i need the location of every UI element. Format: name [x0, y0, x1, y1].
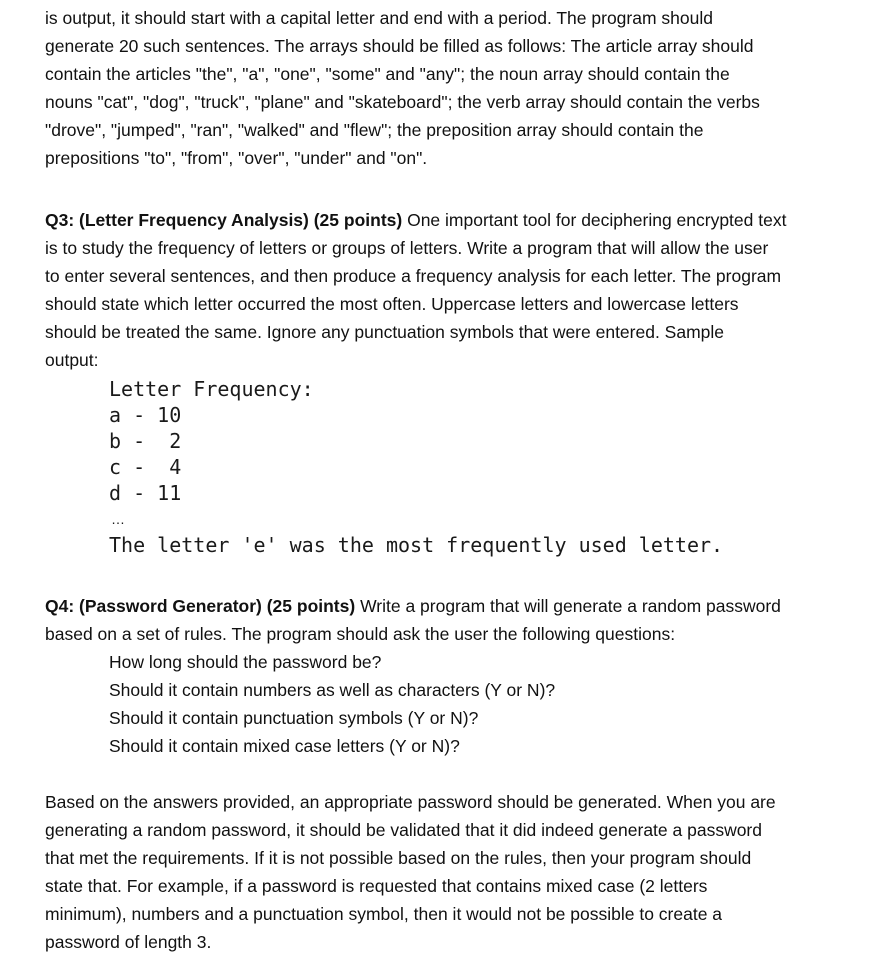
q3-first-line — [45, 206, 875, 234]
q4-closing-line: generating a random password, it should be validated that it did indeed generate a password — [45, 820, 762, 840]
q4-heading: Q4: (Password Generator) (25 points) — [45, 596, 356, 616]
frequency-row: d - 11 — [109, 481, 182, 505]
sample-output — [109, 376, 875, 558]
intro-line: contain the articles "the", "a", "one", "some" and "any"; the noun array should contain the — [45, 64, 730, 84]
frequency-row: a - 10 — [109, 403, 182, 427]
q3-line: is to study the frequency of letters or groups of letters. Write a program that will allow the user — [45, 238, 769, 258]
q3-heading: Q3: (Letter Frequency Analysis) (25 points) — [45, 210, 403, 230]
frequency-row: b - 2 — [109, 429, 182, 453]
sample-output-header: Letter Frequency: — [109, 377, 314, 401]
intro-line: "drove", "jumped", "ran", "walked" and "flew"; the preposition array should contain the — [45, 120, 704, 140]
q3-first-line-text: One important tool for deciphering encrypted text — [402, 210, 787, 230]
q4-closing-line: state that. For example, if a password is requested that contains mixed case (2 letters — [45, 876, 708, 896]
q4-first-line-text: Write a program that will generate a random password — [355, 596, 781, 616]
q4-closing-line: Based on the answers provided, an appropriate password should be generated. When you are — [45, 792, 776, 812]
sample-ellipsis: … — [111, 511, 125, 527]
q4-question-list — [109, 648, 875, 760]
intro-line: is output, it should start with a capital letter and end with a period. The program should — [45, 8, 713, 28]
q4-paragraph — [45, 592, 875, 648]
q4-closing-line: minimum), numbers and a punctuation symbol, then it would not be possible to create a — [45, 904, 723, 924]
q4-closing-paragraph — [45, 788, 875, 956]
q4-closing-line: that met the requirements. If it is not possible based on the rules, then your program should — [45, 848, 752, 868]
q4-question: Should it contain mixed case letters (Y or N)? — [109, 736, 460, 756]
q4-closing-line: password of length 3. — [45, 932, 212, 952]
intro-line: generate 20 such sentences. The arrays should be filled as follows: The article array should — [45, 36, 754, 56]
q4-question: How long should the password be? — [109, 652, 382, 672]
q3-paragraph — [45, 206, 875, 374]
sample-output-result: The letter 'e' was the most frequently used letter. — [109, 533, 724, 557]
q4-line: based on a set of rules. The program should ask the user the following questions: — [45, 624, 676, 644]
document-page — [45, 4, 875, 956]
q3-line: output: — [45, 350, 99, 370]
intro-line: nouns "cat", "dog", "truck", "plane" and "skateboard"; the verb array should contain the verbs — [45, 92, 760, 112]
q3-line: should be treated the same. Ignore any punctuation symbols that were entered. Sample — [45, 322, 725, 342]
q4-first-line — [45, 592, 875, 620]
frequency-row: c - 4 — [109, 455, 182, 479]
q3-line: should state which letter occurred the most often. Uppercase letters and lowercase letters — [45, 294, 739, 314]
q4-question: Should it contain punctuation symbols (Y or N)? — [109, 708, 479, 728]
q3-line: to enter several sentences, and then produce a frequency analysis for each letter. The program — [45, 266, 782, 286]
intro-line: prepositions "to", "from", "over", "under" and "on". — [45, 148, 428, 168]
intro-paragraph — [45, 4, 875, 172]
q4-question: Should it contain numbers as well as characters (Y or N)? — [109, 680, 556, 700]
